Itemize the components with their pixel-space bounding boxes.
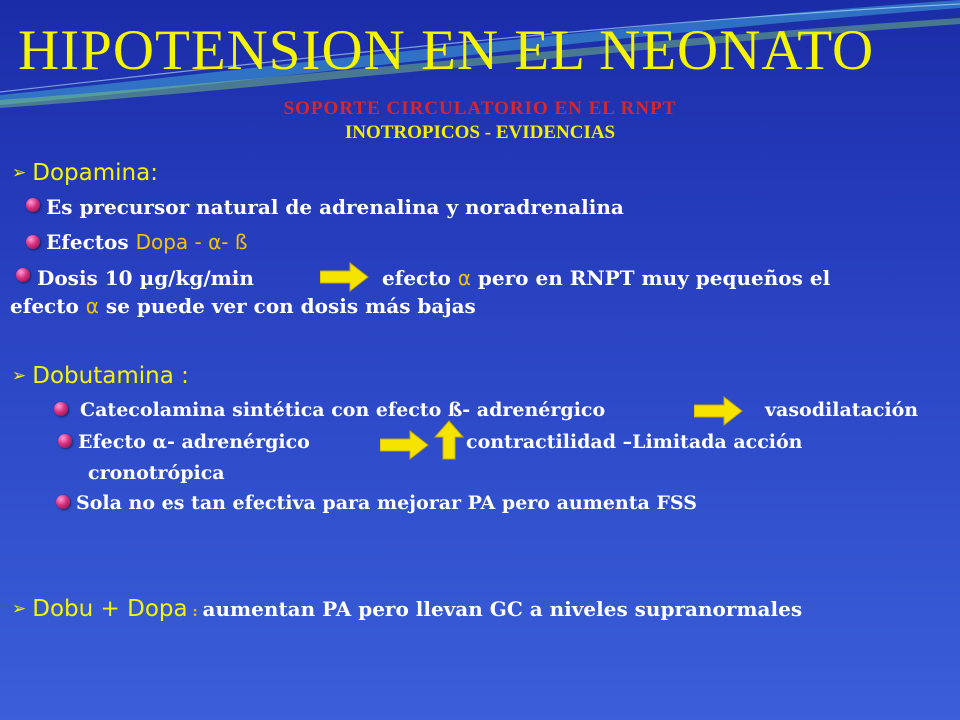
arrowhead-bullet-icon: ➢ — [12, 366, 27, 386]
sphere-bullet-icon — [26, 198, 40, 212]
dobutamina-line-1a: Catecolamina sintética con efecto ß- adrenérgico — [80, 399, 606, 421]
combo-text: aumentan PA pero llevan GC a niveles supranormales — [202, 597, 803, 621]
heading-dopamina: ➢ Dopamina: — [12, 160, 158, 186]
dopamina-line-3c: efecto α se puede ver con dosis más bajas — [10, 294, 476, 318]
dobutamina-line-2c: cronotrópica — [88, 462, 225, 484]
heading-dobu-dopa: Dobu + Dopa — [32, 596, 188, 622]
dobutamina-line-1b: vasodilatación — [765, 399, 919, 421]
subtitle-inotropicos: INOTROPICOS - EVIDENCIAS — [344, 122, 616, 143]
right-arrow-icon — [320, 262, 370, 292]
sphere-bullet-icon — [26, 235, 40, 249]
heading-dobutamina: ➢ Dobutamina : — [12, 363, 189, 389]
arrowhead-bullet-icon: ➢ — [12, 599, 27, 619]
dobutamina-line-2b: contractilidad –Limitada acción — [466, 431, 803, 453]
sphere-bullet-icon — [58, 434, 72, 448]
combo-line: ➢ Dobu + Dopa : aumentan PA pero llevan GC a niveles supranormales — [12, 596, 803, 622]
sphere-bullet-icon — [54, 402, 68, 416]
dopamina-line-3a: Dosis 10 µg/kg/min — [37, 266, 254, 290]
page-title: HIPOTENSION EN EL NEONATO — [18, 19, 875, 82]
sphere-bullet-icon — [16, 268, 30, 282]
up-arrow-icon — [434, 420, 464, 460]
right-arrow-icon — [694, 396, 744, 426]
arrowhead-bullet-icon: ➢ — [12, 163, 27, 183]
dopamina-line-2: Efectos Dopa - α- ß — [46, 230, 248, 254]
subtitle-soporte: SOPORTE CIRCULATORIO EN EL RNPT — [283, 98, 677, 119]
dobutamina-line-2a: Efecto α- adrenérgico — [78, 431, 310, 453]
dopamina-line-1: Es precursor natural de adrenalina y noradrenalina — [46, 195, 624, 219]
dobutamina-line-3: Sola no es tan efectiva para mejorar PA pero aumenta FSS — [76, 492, 697, 514]
right-arrow-icon — [380, 430, 430, 460]
dopamina-line-3b: efecto α pero en RNPT muy pequeños el — [382, 266, 831, 290]
sphere-bullet-icon — [56, 495, 70, 509]
